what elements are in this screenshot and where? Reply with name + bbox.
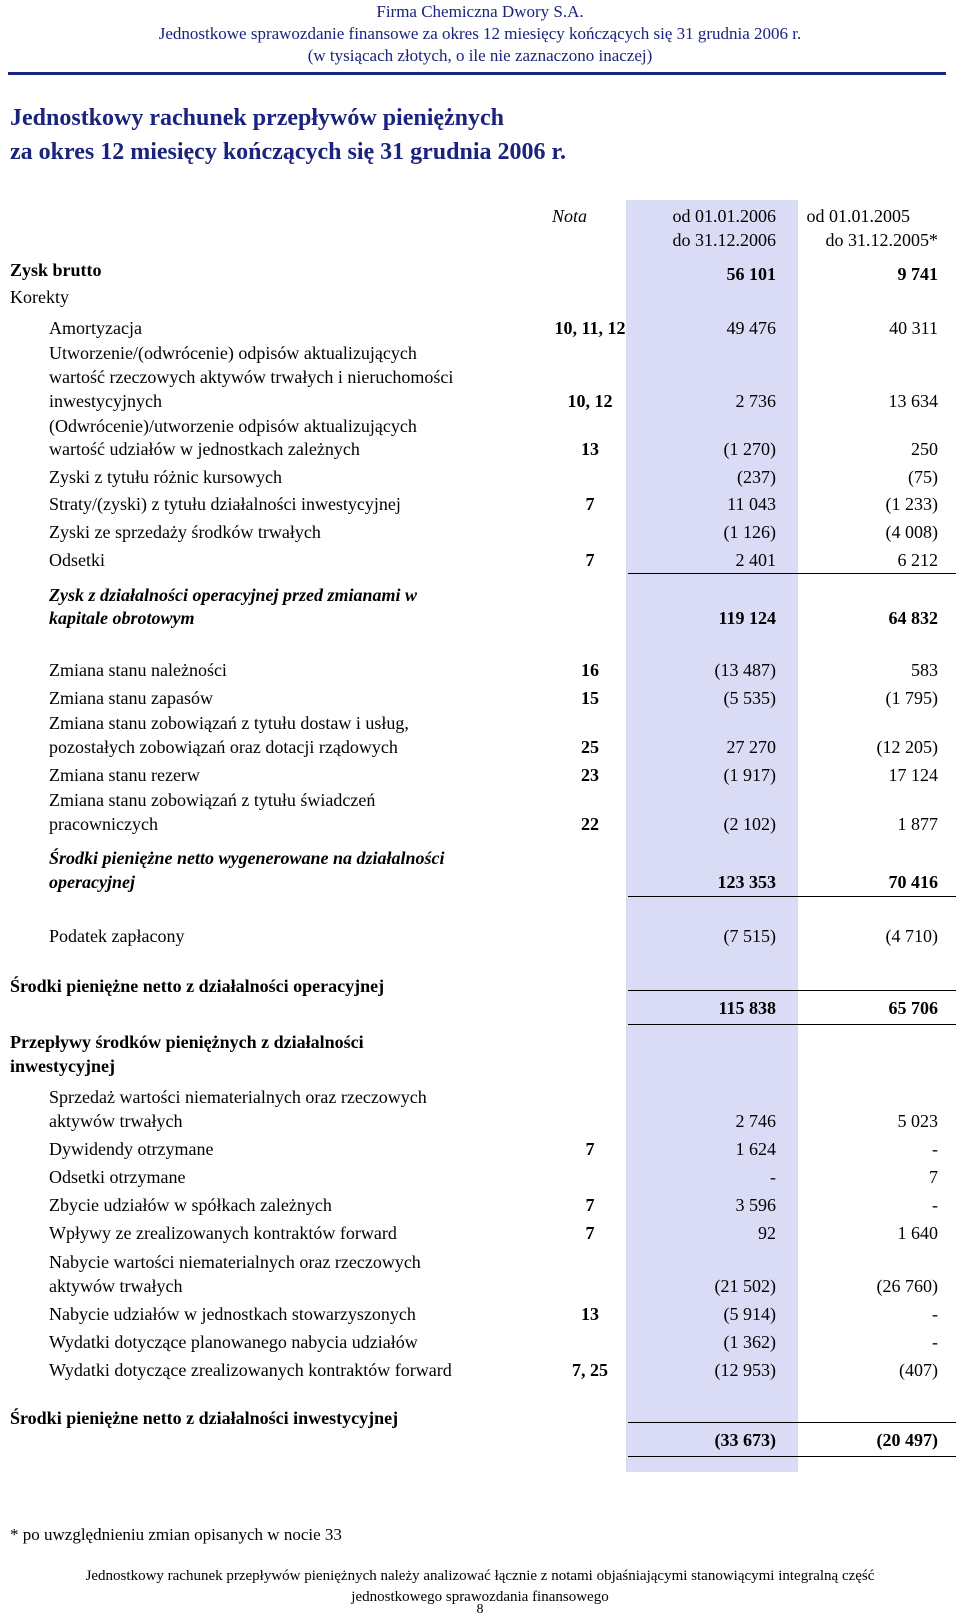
row-label: Wydatki dotyczące planowanego nabycia udziałów <box>49 1332 418 1352</box>
value-2006: (13 487) <box>714 660 776 680</box>
page-title-line1: Jednostkowy rachunek przepływów pieniężnych <box>10 105 505 131</box>
value-2005: 6 212 <box>897 550 938 570</box>
value-2006: 2 736 <box>735 391 776 411</box>
value-2006: (7 515) <box>723 926 776 946</box>
row-label: Podatek zapłacony <box>49 926 185 946</box>
row-label-line1: Nabycie wartości niematerialnych oraz rzeczowych <box>49 1252 421 1272</box>
row-label-line2: operacyjnej <box>49 872 135 892</box>
row-label-line1: Środki pieniężne netto wygenerowane na działalności <box>49 848 445 868</box>
value-2005: (1 795) <box>885 688 938 708</box>
nota-ref: 10, 11, 12 <box>554 318 626 338</box>
value-2005: - <box>932 1304 938 1324</box>
row-label-line2: aktywów trwałych <box>49 1111 183 1131</box>
row-label-line1: Zmiana stanu zobowiązań z tytułu dostaw i usług, <box>49 713 409 733</box>
row-label-line1: Utworzenie/(odwrócenie) odpisów aktualizujących <box>49 343 417 363</box>
row-label: Nabycie udziałów w jednostkach stowarzyszonych <box>49 1304 416 1324</box>
row-label: Straty/(zyski) z tytułu działalności inwestycyjnej <box>49 494 401 514</box>
row-label-line1: (Odwrócenie)/utworzenie odpisów aktualizujących <box>49 416 417 436</box>
row-label-line1: Sprzedaż wartości niematerialnych oraz rzeczowych <box>49 1087 427 1107</box>
nota-ref: 7 <box>585 1195 595 1215</box>
row-label-line2: wartość rzeczowych aktywów trwałych i nieruchomości <box>49 367 454 387</box>
value-2005: (1 233) <box>885 494 938 514</box>
value-2006: (237) <box>737 467 776 487</box>
section-heading-line1: Przepływy środków pieniężnych z działalności <box>10 1032 364 1052</box>
nota-ref: 25 <box>581 737 599 757</box>
row-label-line2: wartość udziałów w jednostkach zależnych <box>49 439 360 459</box>
row-label: Środki pieniężne netto z działalności inwestycyjnej <box>10 1408 399 1428</box>
value-2006: (5 535) <box>723 688 776 708</box>
value-2006: 123 353 <box>717 872 776 892</box>
total-rule-top <box>628 1422 956 1423</box>
nota-ref: 7 <box>585 550 595 570</box>
value-2005: 1 640 <box>897 1223 938 1243</box>
value-2006: (2 102) <box>723 814 776 834</box>
footer-note-line1: Jednostkowy rachunek przepływów pieniężnych należy analizować łącznie z notami objaśniającymi stanowiącymi integralną część <box>85 1568 875 1584</box>
footnote: * po uwzględnieniu zmian opisanych w nocie 33 <box>10 1525 342 1544</box>
row-label: Korekty <box>10 287 69 307</box>
nota-ref: 16 <box>581 660 599 680</box>
nota-ref: 7 <box>585 494 595 514</box>
nota-ref: 13 <box>581 439 599 459</box>
value-2006: 3 596 <box>735 1195 776 1215</box>
value-2006: (1 917) <box>723 765 776 785</box>
nota-column-header: Nota <box>552 206 588 226</box>
row-label: Zbycie udziałów w spółkach zależnych <box>49 1195 332 1215</box>
value-2005: 250 <box>911 439 938 459</box>
total-rule-bottom <box>628 1024 956 1025</box>
report-title: Jednostkowe sprawozdanie finansowe za okres 12 miesięcy kończących się 31 grudnia 2006 r. <box>158 24 802 43</box>
value-2006: (5 914) <box>723 1304 776 1324</box>
nota-ref: 7, 25 <box>572 1360 608 1380</box>
value-2006: (33 673) <box>714 1430 776 1450</box>
row-label: Odsetki <box>49 550 105 570</box>
page-number: 8 <box>476 1602 484 1617</box>
subtotal-rule <box>628 573 956 574</box>
value-2006: 1 624 <box>735 1139 776 1159</box>
period-2005-header-from: od 01.01.2005 <box>806 206 910 226</box>
row-label-line2: pozostałych zobowiązań oraz dotacji rządowych <box>49 737 398 757</box>
value-2006: (12 953) <box>714 1360 776 1380</box>
value-2006: - <box>770 1167 776 1187</box>
nota-ref: 7 <box>585 1223 595 1243</box>
value-2006: 27 270 <box>726 737 776 757</box>
row-label-line3: inwestycyjnych <box>49 391 162 411</box>
value-2005: (75) <box>908 467 938 487</box>
row-label: Środki pieniężne netto z działalności operacyjnej <box>10 976 385 996</box>
value-2005: 583 <box>911 660 938 680</box>
row-label: Zysk brutto <box>10 260 102 280</box>
value-2006: 119 124 <box>718 608 776 628</box>
period-2006-header-to: do 31.12.2006 <box>672 230 776 250</box>
nota-ref: 10, 12 <box>567 391 613 411</box>
nota-ref: 7 <box>585 1139 595 1159</box>
nota-ref: 13 <box>581 1304 599 1324</box>
value-2005: (12 205) <box>876 737 938 757</box>
value-2005: 7 <box>929 1167 938 1187</box>
total-rule-top <box>628 990 956 991</box>
value-2005: (4 008) <box>885 522 938 542</box>
value-2006: 115 838 <box>718 998 776 1018</box>
row-label-line2: kapitale obrotowym <box>49 608 195 628</box>
value-2006: (1 270) <box>723 439 776 459</box>
value-2005: 5 023 <box>897 1111 938 1131</box>
row-label: Wpływy ze zrealizowanych kontraktów forward <box>49 1223 397 1243</box>
value-2005: (20 497) <box>876 1430 938 1450</box>
header-divider <box>8 72 946 75</box>
row-label: Zyski z tytułu różnic kursowych <box>49 467 282 487</box>
value-2005: 70 416 <box>888 872 938 892</box>
value-2005: - <box>932 1332 938 1352</box>
value-2005: 64 832 <box>888 608 938 628</box>
value-2005: - <box>932 1139 938 1159</box>
row-label: Amortyzacja <box>49 318 142 338</box>
units-note: (w tysiącach złotych, o ile nie zaznaczono inaczej) <box>307 46 653 65</box>
value-2005: (407) <box>899 1360 938 1380</box>
row-label-line2: aktywów trwałych <box>49 1276 183 1296</box>
nota-ref: 23 <box>581 765 599 785</box>
value-2006: 2 401 <box>735 550 776 570</box>
nota-ref: 15 <box>581 688 599 708</box>
nota-ref: 22 <box>581 814 599 834</box>
section-heading-line2: inwestycyjnej <box>10 1056 115 1076</box>
row-label: Odsetki otrzymane <box>49 1167 186 1187</box>
value-2006: 92 <box>758 1223 776 1243</box>
value-2005: (4 710) <box>885 926 938 946</box>
value-2006: 56 101 <box>726 264 776 284</box>
total-rule-bottom <box>628 1456 956 1457</box>
row-label-line1: Zysk z działalności operacyjnej przed zmianami w <box>49 585 418 605</box>
value-2005: 13 634 <box>888 391 938 411</box>
value-2005: 9 741 <box>897 264 938 284</box>
value-2005: - <box>932 1195 938 1215</box>
value-2006: 11 043 <box>727 494 776 514</box>
value-2006: 2 746 <box>735 1111 776 1131</box>
footer-note-line2: jednostkowego sprawozdania finansowego <box>351 1589 609 1605</box>
company-name: Firma Chemiczna Dwory S.A. <box>376 2 584 21</box>
row-label: Zmiana stanu zapasów <box>49 688 213 708</box>
period-2005-header-to: do 31.12.2005* <box>825 230 938 250</box>
value-2006: (1 126) <box>723 522 776 542</box>
row-label: Dywidendy otrzymane <box>49 1139 214 1159</box>
value-2005: (26 760) <box>876 1276 938 1296</box>
value-2006: (21 502) <box>714 1276 776 1296</box>
value-2005: 65 706 <box>888 998 938 1018</box>
row-label-line2: pracowniczych <box>49 814 158 834</box>
value-2005: 40 311 <box>889 318 938 338</box>
row-label: Wydatki dotyczące zrealizowanych kontraktów forward <box>49 1360 452 1380</box>
subtotal-rule <box>628 896 956 897</box>
value-2005: 17 124 <box>888 765 938 785</box>
row-label-line1: Zmiana stanu zobowiązań z tytułu świadczeń <box>49 790 376 810</box>
row-label: Zmiana stanu należności <box>49 660 227 680</box>
period-2006-header-from: od 01.01.2006 <box>672 206 776 226</box>
page-title-line2: za okres 12 miesięcy kończących się 31 grudnia 2006 r. <box>10 139 566 165</box>
value-2006: 49 476 <box>726 318 776 338</box>
value-2005: 1 877 <box>897 814 938 834</box>
value-2006: (1 362) <box>723 1332 776 1352</box>
row-label: Zyski ze sprzedaży środków trwałych <box>49 522 321 542</box>
row-label: Zmiana stanu rezerw <box>49 765 200 785</box>
